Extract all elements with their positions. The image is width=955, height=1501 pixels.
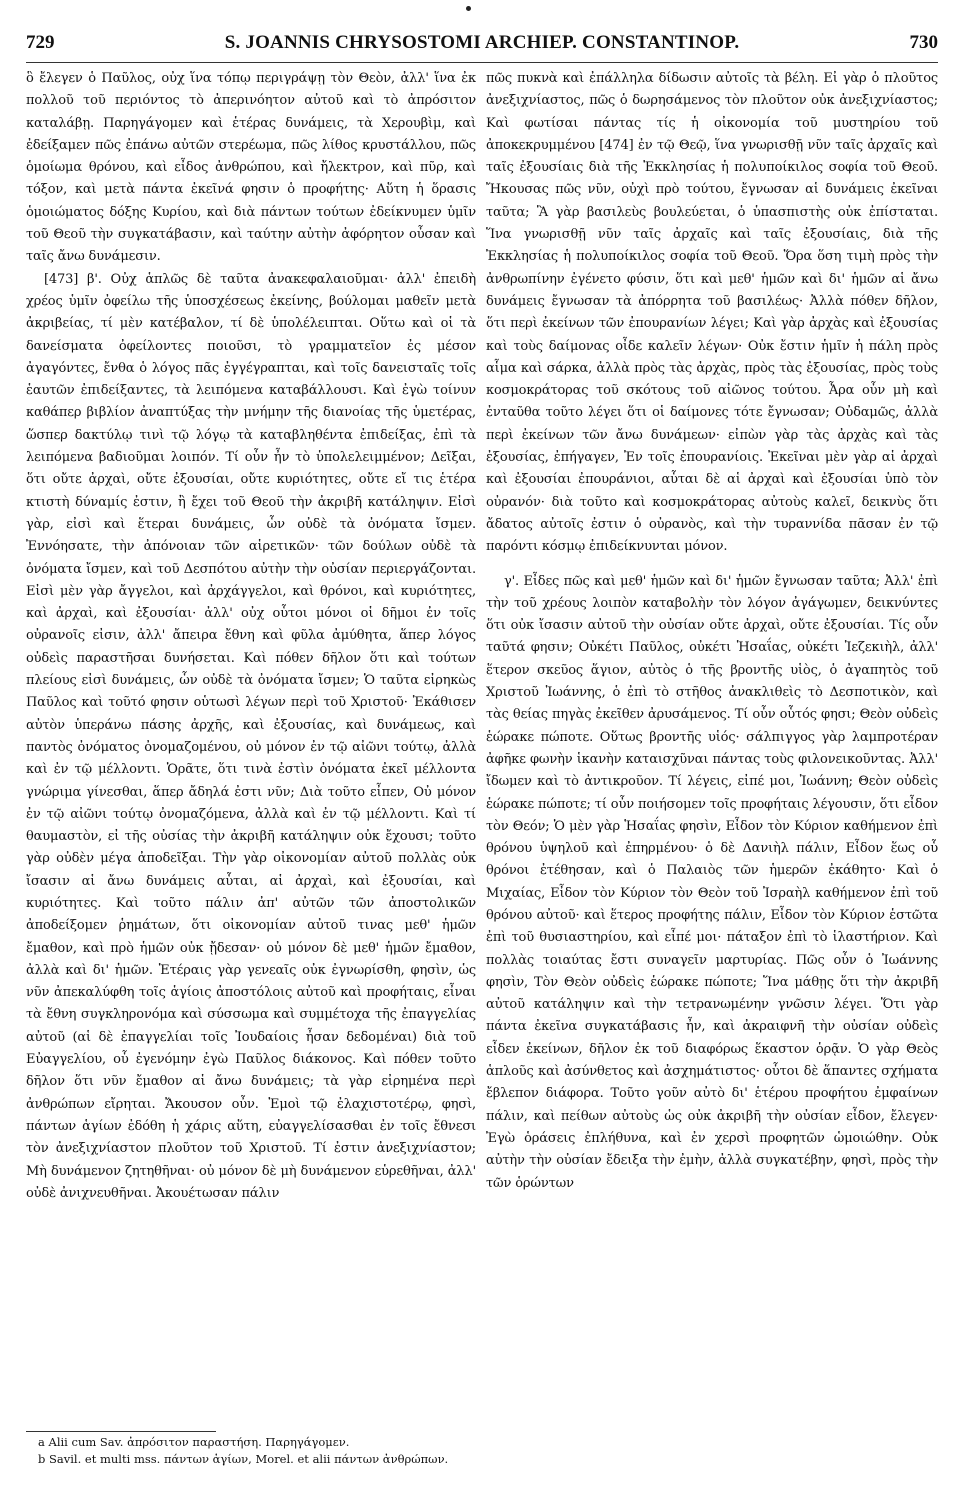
left-column [26, 68, 476, 1205]
running-header [26, 32, 938, 60]
right-paragraph-1: πῶς πυκνὰ καὶ ἐπάλληλα δίδωσιν αὐτοῖς τὰ βέλη. Εἰ γὰρ ὁ πλοῦτος ἀνεξιχνίαστος, πῶς ὁ δωρησάμενος τὸν πλοῦτον οὐκ ἀνεξιχνίαστος; Καὶ φωτίσαι πάντας τίς ἡ οἰκονομία τοῦ μυστηρίου τοῦ ἀποκεκρυμμένου [474] ἐν τῷ Θεῷ, ἵνα γνωρισθῇ νῦν ταῖς ἀρχαῖς καὶ ταῖς ἐξουσίαις διὰ τῆς Ἐκκλησίας ἡ πολυποίκιλος σοφία τοῦ Θεοῦ. Ἤκουσας πῶς νῦν, οὐχὶ πρὸ τούτου, ἔγνωσαν αἱ δυνάμεις ἐκεῖναι ταῦτα; Ἃ γὰρ βασιλεὺς βουλεύεται, ὁ ὑπασπιστὴς οὐκ ἐπίσταται. Ἵνα γνωρισθῇ νῦν ταῖς ἀρχαῖς καὶ ταῖς ἐξουσίαις, διὰ τῆς Ἐκκλησίας ἡ πολυποίκιλος σοφία τοῦ Θεοῦ. Ὅρα ὅση τιμὴ πρὸς τὴν ἀνθρωπίνην ἐγένετο φύσιν, ὅτι καὶ μεθ' ἡμῶν καὶ δι' ἡμῶν αἱ ἄνω δυνάμεις ἔγνωσαν τὰ ἀπόρρητα τοῦ βασιλέως· Ἀλλὰ πόθεν δῆλον, ὅτι περὶ ἐκείνων τῶν ἐπουρανίων λέγει; Καὶ γὰρ ἀρχὰς καὶ ἐξουσίας καὶ τοὺς δαίμονας οἶδε καλεῖν λέγων· Οὐκ ἔστιν ἡμῖν ἡ πάλη πρὸς αἷμα καὶ σάρκα, ἀλλὰ πρὸς τὰς ἀρχὰς, πρὸς τὰς ἐξουσίας, πρὸς τοὺς κοσμοκράτορας τοῦ σκότους τοῦ αἰῶνος τούτου. Ἆρα οὖν μὴ καὶ ἐνταῦθα τοῦτο λέγει ὅτι οἱ δαίμονες τότε ἔγνωσαν; Οὐδαμῶς, ἀλλὰ περὶ ἐκείνων τῶν ἄνω δυνάμεων· εἰπὼν γὰρ τὰς ἀρχὰς καὶ τὰς ἐξουσίας, ἐπήγαγεν, Ἐν τοῖς ἐπουρανίοις. Ἐκεῖναι μὲν γὰρ αἱ ἀρχαὶ καὶ ἐξουσίαι ἐπουράνιοι, αὗται δὲ αἱ ἀρχαὶ καὶ ἐξουσίαι ὑπὸ τὸν οὐρανόν· διὰ τοῦτο καὶ κοσμοκράτορας αὐτοὺς καλεῖ, δεικνὺς ὅτι ἄδατος αὐτοῖς ἐστιν ὁ οὐρανὸς, καὶ τὴν τυραννίδα πᾶσαν ἐν τῷ παρόντι κόσμῳ ἐπιδείκνυνται μόνον. [486, 71, 938, 555]
footnotes [26, 1434, 476, 1468]
footnote-b: b Savil. et multi mss. πάντων ἁγίων, Morel. et alii πάντων ἀνθρώπων. [38, 1452, 449, 1466]
running-title: S. JOANNIS CHRYSOSTOMI ARCHIEP. CONSTANTINOP. [224, 32, 740, 53]
right-paragraph-2: γ'. Εἶδες πῶς καὶ μεθ' ἡμῶν καὶ δι' ἡμῶν ἔγνωσαν ταῦτα; Ἀλλ' ἐπὶ τὴν τοῦ χρέους λοιπὸν καταβολὴν τὸν λόγον ἀγάγωμεν, δεικνύντες ὅτι οὐκ ἴσασιν αὐτοῦ τὴν οὐσίαν οὔτε ἀρχαὶ, οὔτε ἐξουσίαι. Τίς οὖν ταῦτά φησιν; Οὐκέτι Παῦλος, οὐκέτι Ἡσαΐας, οὐκέτι Ἰεζεκιὴλ, ἀλλ' ἕτερον σκεῦος ἅγιον, αὐτὸς ὁ τῆς βροντῆς υἱὸς, ὁ ἀγαπητὸς τοῦ Χριστοῦ Ἰωάννης, ὁ ἐπὶ τὸ στῆθος ἀνακλιθεὶς τὸ Δεσποτικὸν, καὶ τὰς θείας πηγὰς ἐκεῖθεν ἀρυσάμενος. Τί οὖν οὗτός φησι; Θεὸν οὐδεὶς ἑώρακε πώποτε. Οὕτως βροντῆς υἱός· σάλπιγγος γὰρ λαμπροτέραν ἀφῆκε φωνὴν ἱκανὴν καταισχῦναι πάντας τοὺς φιλονεικοῦντας. Ἀλλ' ἴδωμεν καὶ τὸ ἀντικροῦον. Τί λέγεις, εἰπέ μοι, Ἰωάννη; Θεὸν οὐδεὶς ἑώρακε πώποτε; τί οὖν ποιήσομεν τοῖς προφήταις λέγουσιν, ὅτι εἶδον τὸν Θεόν; Ὁ μὲν γὰρ Ἡσαΐας φησὶν, Εἶδον τὸν Κύριον καθήμενον ἐπὶ θρόνου ὑψηλοῦ καὶ ἐπηρμένου· ὁ δὲ Δανιὴλ πάλιν, Εἶδον ἕως οὗ θρόνοι ἐτέθησαν, καὶ ὁ Παλαιὸς τῶν ἡμερῶν ἐκάθητο· Καὶ ὁ Μιχαίας, Εἶδον τὸν Κύριον τὸν Θεὸν τοῦ Ἰσραὴλ καθήμενον ἐπὶ τοῦ θρόνου αὐτοῦ· καὶ ἕτερος προφήτης πάλιν, Εἶδον τὸν Κύριον ἑστῶτα ἐπὶ τοῦ θυσιαστηρίου, καὶ εἶπέ μοι· πάταξον ἐπὶ τὸ ἱλαστήριον. Καὶ πολλὰς τοιαύτας ἔστι συναγεῖν μαρτυρίας. Πῶς οὖν ὁ Ἰωάννης φησὶν, Τὸν Θεὸν οὐδεὶς ἑώρακε πώποτε; Ἵνα μάθῃς ὅτι τὴν ἀκριβῆ αὐτοῦ κατάληψιν καὶ τὴν τετρανωμένην γνῶσιν λέγει. Ὅτι γὰρ πάντα ἐκεῖνα συγκατάβασις ἦν, καὶ ἀκραιφνῆ τὴν οὐσίαν οὐδεὶς εἶδεν ἐκείνων, δῆλον ἐκ τοῦ διαφόρως ἕκαστον ὁρᾷν. Ὁ γὰρ Θεὸς ἁπλοῦς καὶ ἀσύνθετος καὶ ἀσχημάτιστος· οὗτοι δὲ ἅπαντες σχήματα ἔβλεπον διάφορα. Τοῦτο γοῦν αὐτὸ δι' ἑτέρου προφήτου ἐμφαίνων πάλιν, καὶ πείθων αὐτοὺς ὡς οὐκ ἀκριβῆ τὴν οὐσίαν εἶδον, ἔλεγεν· Ἐγὼ ὁράσεις ἐπλήθυνα, καὶ ἐν χερσὶ προφητῶν ὡμοιώθην. Οὐκ αὐτὴν τὴν οὐσίαν ἔδειξα τὴν ἐμὴν, ἀλλὰ συγκατέβην, φησὶ, πρὸς τὴν τῶν ὁρώντων [486, 573, 938, 1191]
page-mark [466, 6, 471, 11]
left-paragraph-1: ὃ ἔλεγεν ὁ Παῦλος, οὐχ ἵνα τόπῳ περιγράψῃ τὸν Θεὸν, ἀλλ' ἵνα ἐκ πολλοῦ τοῦ περιόντος τὸ ἀπερινόητον αὐτοῦ καὶ τὸ ἀπρόσιτον καταλάβῃ. Παρηγάγομεν καὶ ἑτέρας δυνάμεις, τὰ Χερουβὶμ, καὶ ἐδείξαμεν πῶς ἐπάνω αὐτῶν στερέωμα, πῶς λίθος κρυστάλλου, πῶς ὁμοίωμα θρόνου, καὶ εἶδος ἀνθρώπου, καὶ ἤλεκτρον, καὶ πῦρ, καὶ τόξον, καὶ μετὰ πάντα ἐκεῖνά φησιν ὁ προφήτης· Αὕτη ἡ ὅρασις ὁμοιώματος δόξης Κυρίου, καὶ διὰ πάντων τούτων ἐδείκνυμεν ὑμῖν τοῦ Θεοῦ τὴν συγκατάβασιν, καὶ ταύτην αὐτὴν ἀφόρητον οὖσαν καὶ ταῖς ἄνω δυνάμεσιν. [26, 71, 476, 265]
header-rule [26, 62, 938, 63]
left-page-number: 729 [26, 32, 55, 53]
right-column [486, 68, 938, 1195]
section-gap [486, 559, 938, 571]
right-page-number: 730 [909, 32, 938, 53]
footnote-a: a Alii cum Sav. ἀπρόσιτον παραστήση. Παρηγάγομεν. [38, 1435, 350, 1449]
footnote-rule [26, 1431, 216, 1432]
left-paragraph-2: [473] β'. Οὐχ ἁπλῶς δὲ ταῦτα ἀνακεφαλαιοῦμαι· ἀλλ' ἐπειδὴ χρέος ὑμῖν ὀφείλω τῆς ὑποσχέσεως ἐκείνης, βούλομαι μαθεῖν μετὰ ἀκριβείας, τί μὲν κατέβαλον, τί δὲ ὑπολέλειπται. Οὕτω καὶ οἱ τὰ δανείσματα ὀφείλοντες ποιοῦσι, τὸ γραμματεῖον ἐς μέσον ἀγαγόντες, ἔνθα ὁ λόγος πᾶς ἐγγέγραπται, καὶ τοῖς δανεισταῖς τοῖς ἑαυτῶν ἐπιδείξαντες, τὰ λειπόμενα καταβάλλουσι. Καὶ ἐγὼ τοίνυν καθάπερ βιβλίον ἀναπτύξας τὴν μνήμην τῆς διανοίας τῆς ὑμετέρας, ὥσπερ δακτύλῳ τινὶ τῷ λόγῳ τὰ καταβληθέντα ἐπιδείξας, ἐπὶ τὰ λειπόμενα βαδιοῦμαι λοιπόν. Τί οὖν ἦν τὸ ὑπολελειμμένον; Δεῖξαι, ὅτι οὔτε ἀρχαὶ, οὔτε ἐξουσίαι, οὔτε κυριότητες, οὔτε εἴ τις ἑτέρα κτιστὴ δύναμίς ἐστιν, ἢ ἔχει τοῦ Θεοῦ τὴν ἀκριβῆ κατάληψιν. Εἰσὶ γὰρ, εἰσὶ καὶ ἕτεραι δυνάμεις, ὧν οὐδὲ τὰ ὀνόματα ἴσμεν. Ἐννόησατε, τὴν ἀπόνοιαν τῶν αἱρετικῶν· τῶν δούλων οὐδὲ τὰ ὀνόματα ἴσμεν, καὶ τοῦ Δεσπότου αὐτὴν τὴν οὐσίαν περιεργάζονται. Εἰσὶ μὲν γὰρ ἄγγελοι, καὶ ἀρχάγγελοι, καὶ θρόνοι, καὶ κυριότητες, καὶ ἀρχαὶ, καὶ ἐξουσίαι· ἀλλ' οὐχ οὗτοι μόνοι οἱ δῆμοι ἐν τοῖς οὐρανοῖς εἰσιν, ἀλλ' ἄπειρα ἔθνη καὶ φῦλα ἀμύθητα, ἅπερ λόγος οὐδεὶς παραστῆσαι δυνήσεται. Καὶ πόθεν δῆλον ὅτι καὶ τούτων πλείους εἰσὶ δυνάμεις, ὧν οὐδὲ τὰ ὀνόματα ἴσμεν; Ὁ ταῦτα εἰρηκὼς Παῦλος καὶ τοῦτό φησιν οὑτωσὶ λέγων περὶ τοῦ Χριστοῦ· Ἐκάθισεν αὐτὸν ὑπεράνω πάσης ἀρχῆς, καὶ ἐξουσίας, καὶ δυνάμεως, καὶ παντὸς ὀνόματος ὀνομαζομένου, οὐ μόνον ἐν τῷ αἰῶνι τούτῳ, ἀλλὰ καὶ ἐν τῷ μέλλοντι. Ὁρᾶτε, ὅτι τινὰ ἐστὶν ὀνόματα ἐκεῖ μέλλοντα γνώριμα γίνεσθαι, ἅπερ ἄδηλά ἐστι νῦν; Διὰ τοῦτο εἶπεν, Οὐ μόνον ἐν τῷ αἰῶνι τούτῳ ὀνομαζόμενα, ἀλλὰ καὶ ἐν τῷ μέλλοντι. Καὶ τί θαυμαστὸν, εἰ τῆς οὐσίας τὴν ἀκριβῆ κατάληψιν οὐκ ἔχουσι; τοῦτο γὰρ οὐδὲν μέγα ἀποδεῖξαι. Τὴν γὰρ οἰκονομίαν αὐτοῦ πολλὰς οὐκ ἴσασιν αἱ ἄνω δυνάμεις αὗται, αἱ ἀρχαὶ, καὶ ἐξουσίαι, καὶ κυριότητες. Καὶ τοῦτο πάλιν ἀπ' αὐτῶν τῶν ἀποστολικῶν ἀποδείξομεν ῥημάτων, ὅτι οἰκονομίαν αὐτοῦ τινας μεθ' ἡμῶν ἔμαθον, καὶ πρὸ ἡμῶν οὐκ ᾔδεσαν· οὐ μόνον δὲ μεθ' ἡμῶν ἔμαθον, ἀλλὰ καὶ δι' ἡμῶν. Ἑτέραις γὰρ γενεαῖς οὐκ ἐγνωρίσθη, φησὶν, ὡς νῦν ἀπεκαλύφθη τοῖς ἁγίοις ἀποστόλοις αὐτοῦ καὶ προφήταις, εἶναι τὰ ἔθνη συγκληρονόμα καὶ σύσσωμα καὶ συμμέτοχα τῆς ἐπαγγελίας αὐτοῦ (αἱ δὲ ἐπαγγελίαι τοῖς Ἰουδαίοις ἦσαν δεδομέναι) διὰ τοῦ Εὐαγγελίου, οὗ ἐγενόμην ἐγὼ Παῦλος διάκονος. Καὶ πόθεν τοῦτο δῆλον ὅτι νῦν ἔμαθον αἱ ἄνω δυνάμεις; τὰ γὰρ εἰρημένα περὶ ἀνθρώπων εἴρηται. Ἄκουσον οὖν. Ἐμοὶ τῷ ἐλαχιστοτέρῳ, φησὶ, πάντων ἁγίων ἐδόθη ἡ χάρις αὕτη, εὐαγγελίσασθαι ἐν τοῖς ἔθνεσι τὸν ἀνεξιχνίαστον πλοῦτον τοῦ Χριστοῦ. Τί ἐστιν ἀνεξιχνίαστον; Μὴ δυνάμενον ζητηθῆναι· οὐ μόνον δὲ μὴ δυνάμενον εὑρεθῆναι, ἀλλ' οὐδὲ ἀνιχνευθῆναι. Ἀκουέτωσαν πάλιν [26, 271, 476, 1201]
